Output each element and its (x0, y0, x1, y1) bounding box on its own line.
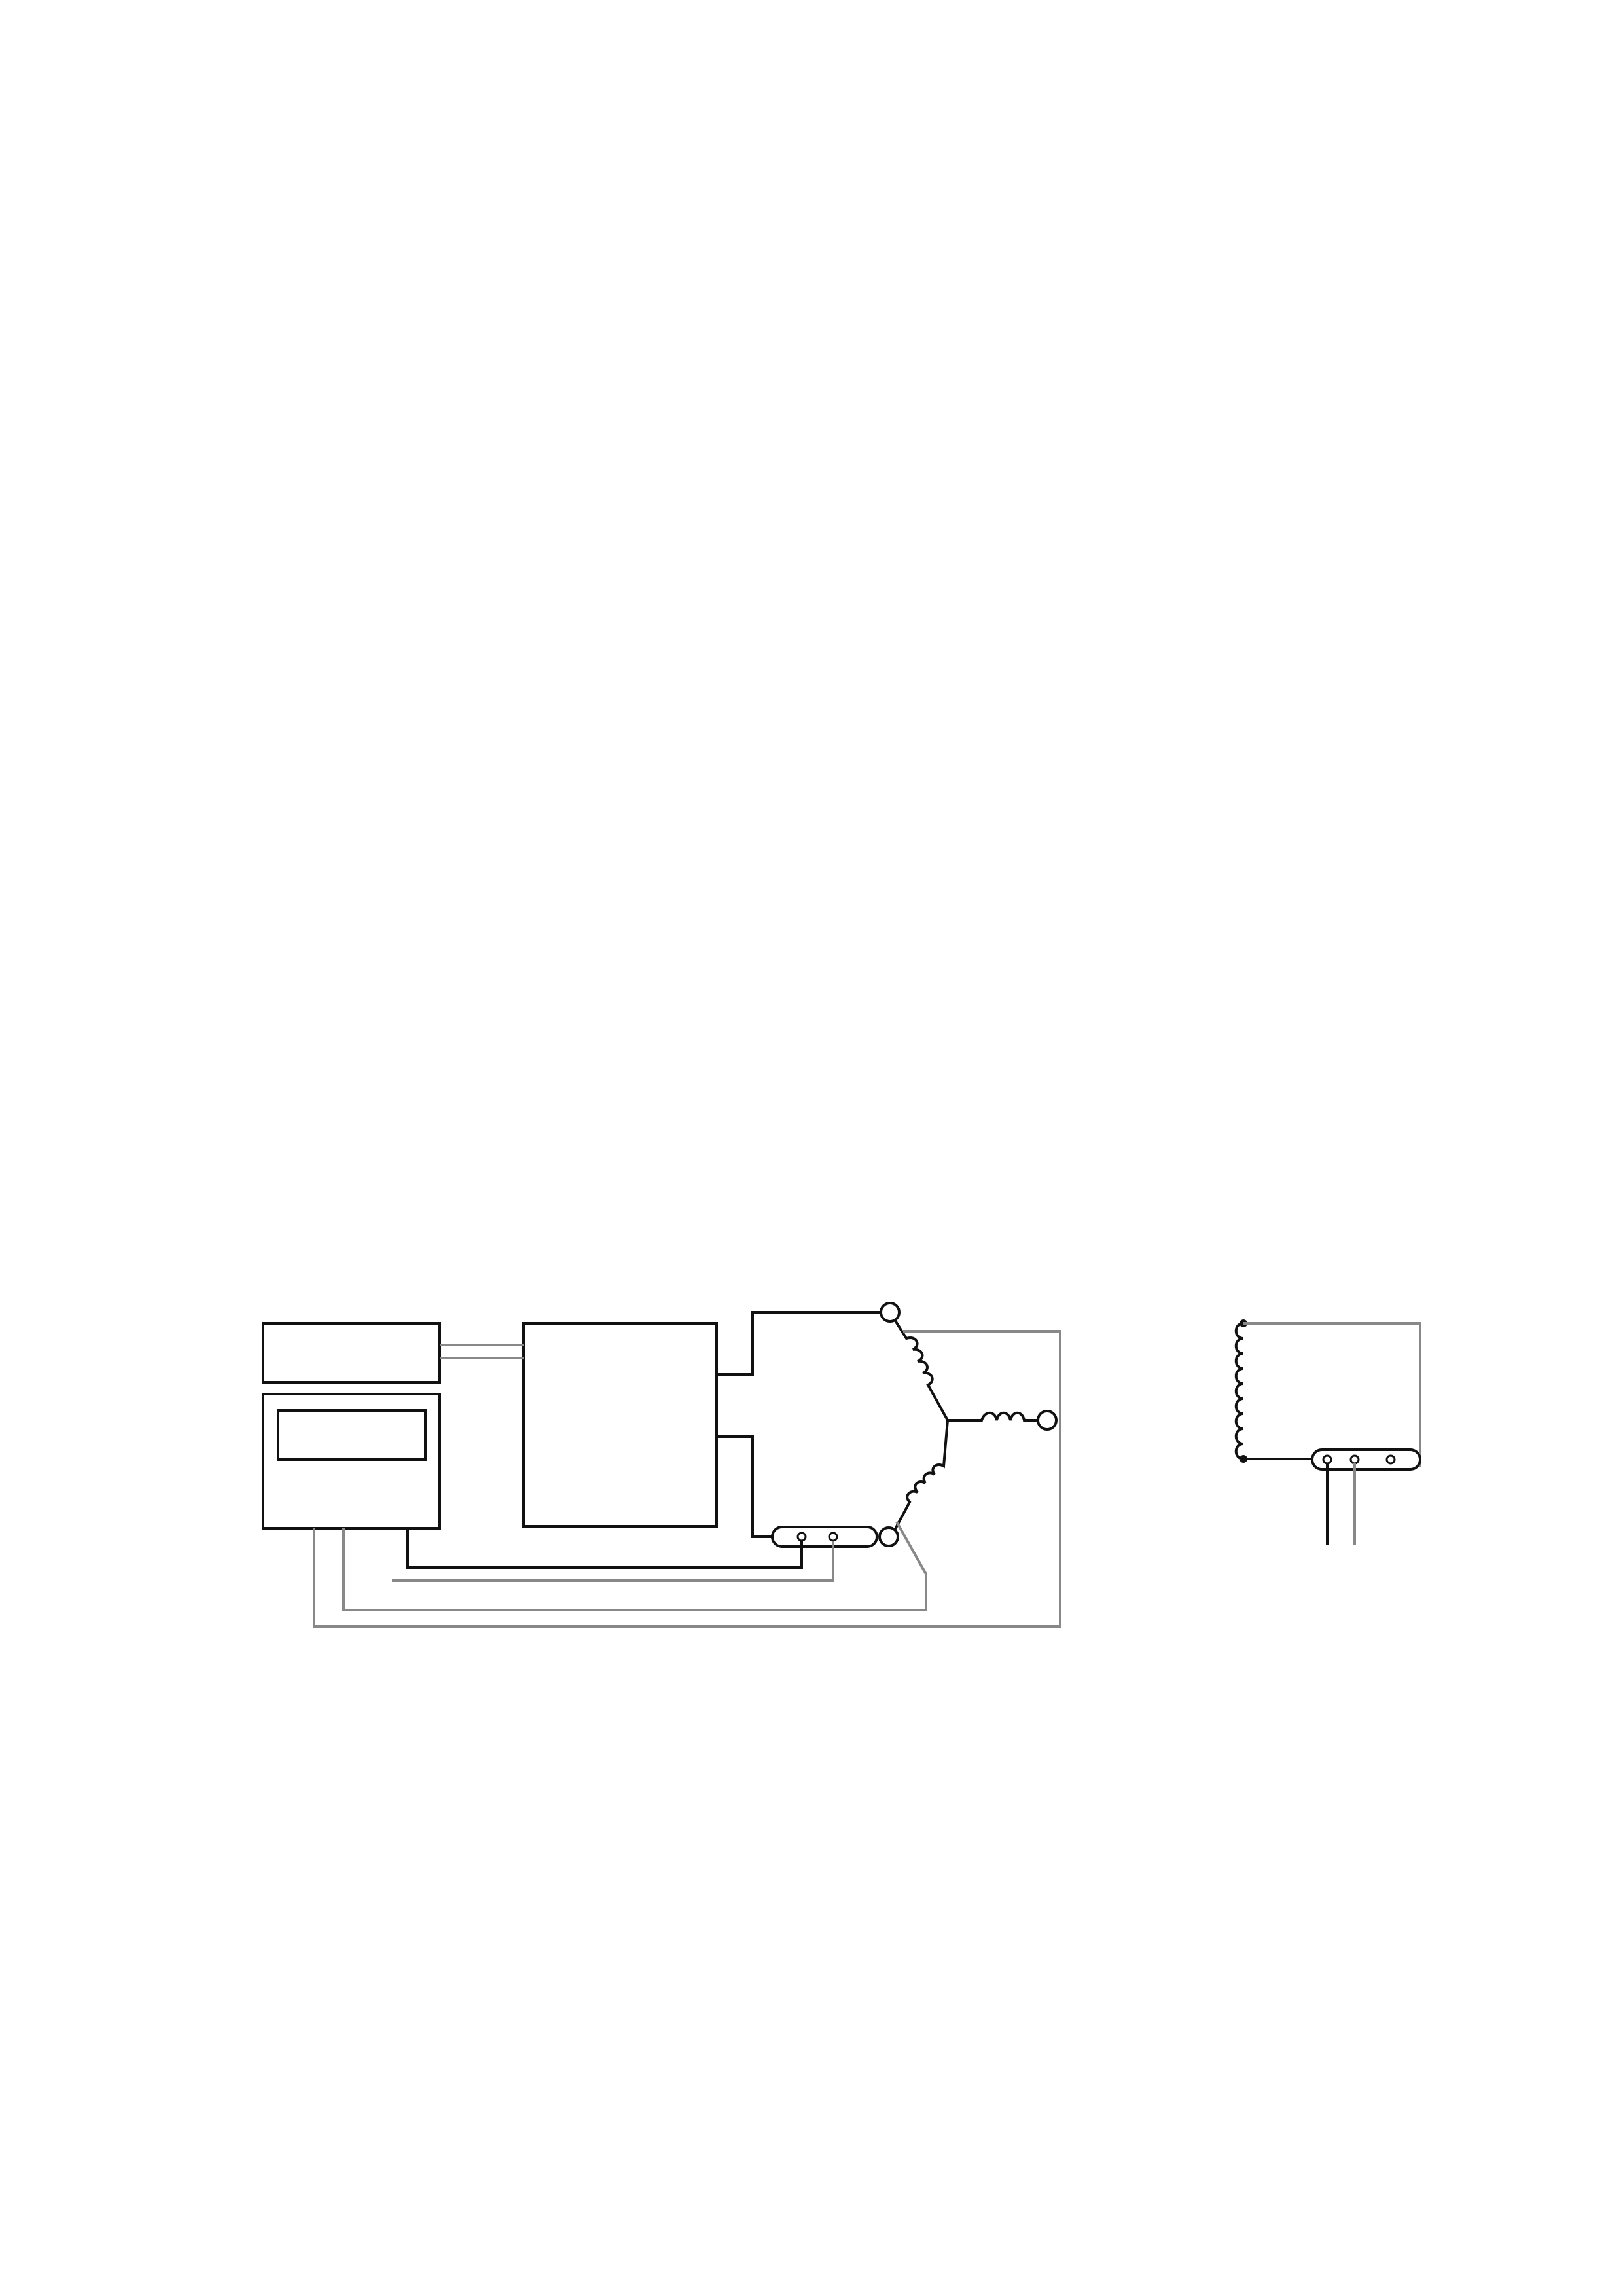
shunt-contact (798, 1533, 806, 1541)
amplifier-output-wire (717, 1312, 880, 1374)
figure5-chart (366, 216, 1322, 870)
terminal-w (1038, 1411, 1056, 1429)
figure6-circuit (249, 1276, 1453, 1695)
generator-block (263, 1323, 440, 1382)
star-winding (895, 1321, 1037, 1529)
amplifier-output-wire (717, 1437, 772, 1537)
field-wire (1243, 1323, 1420, 1466)
current-measure-wire (392, 1541, 833, 1581)
field-winding (1236, 1323, 1243, 1459)
terminal-v (880, 1528, 898, 1546)
oscilloscope-block (263, 1394, 440, 1528)
voltage-measure-wire (314, 1331, 1060, 1626)
shunt-contact (1323, 1456, 1331, 1463)
amplifier-block (524, 1323, 717, 1526)
current-measure-wire (408, 1528, 802, 1568)
shunt-contact (1351, 1456, 1359, 1463)
shunt-contact (829, 1533, 837, 1541)
terminal-u (881, 1303, 899, 1321)
shunt-contact (1387, 1456, 1395, 1463)
current-shunt (772, 1527, 877, 1547)
oscilloscope-screen (278, 1410, 425, 1460)
